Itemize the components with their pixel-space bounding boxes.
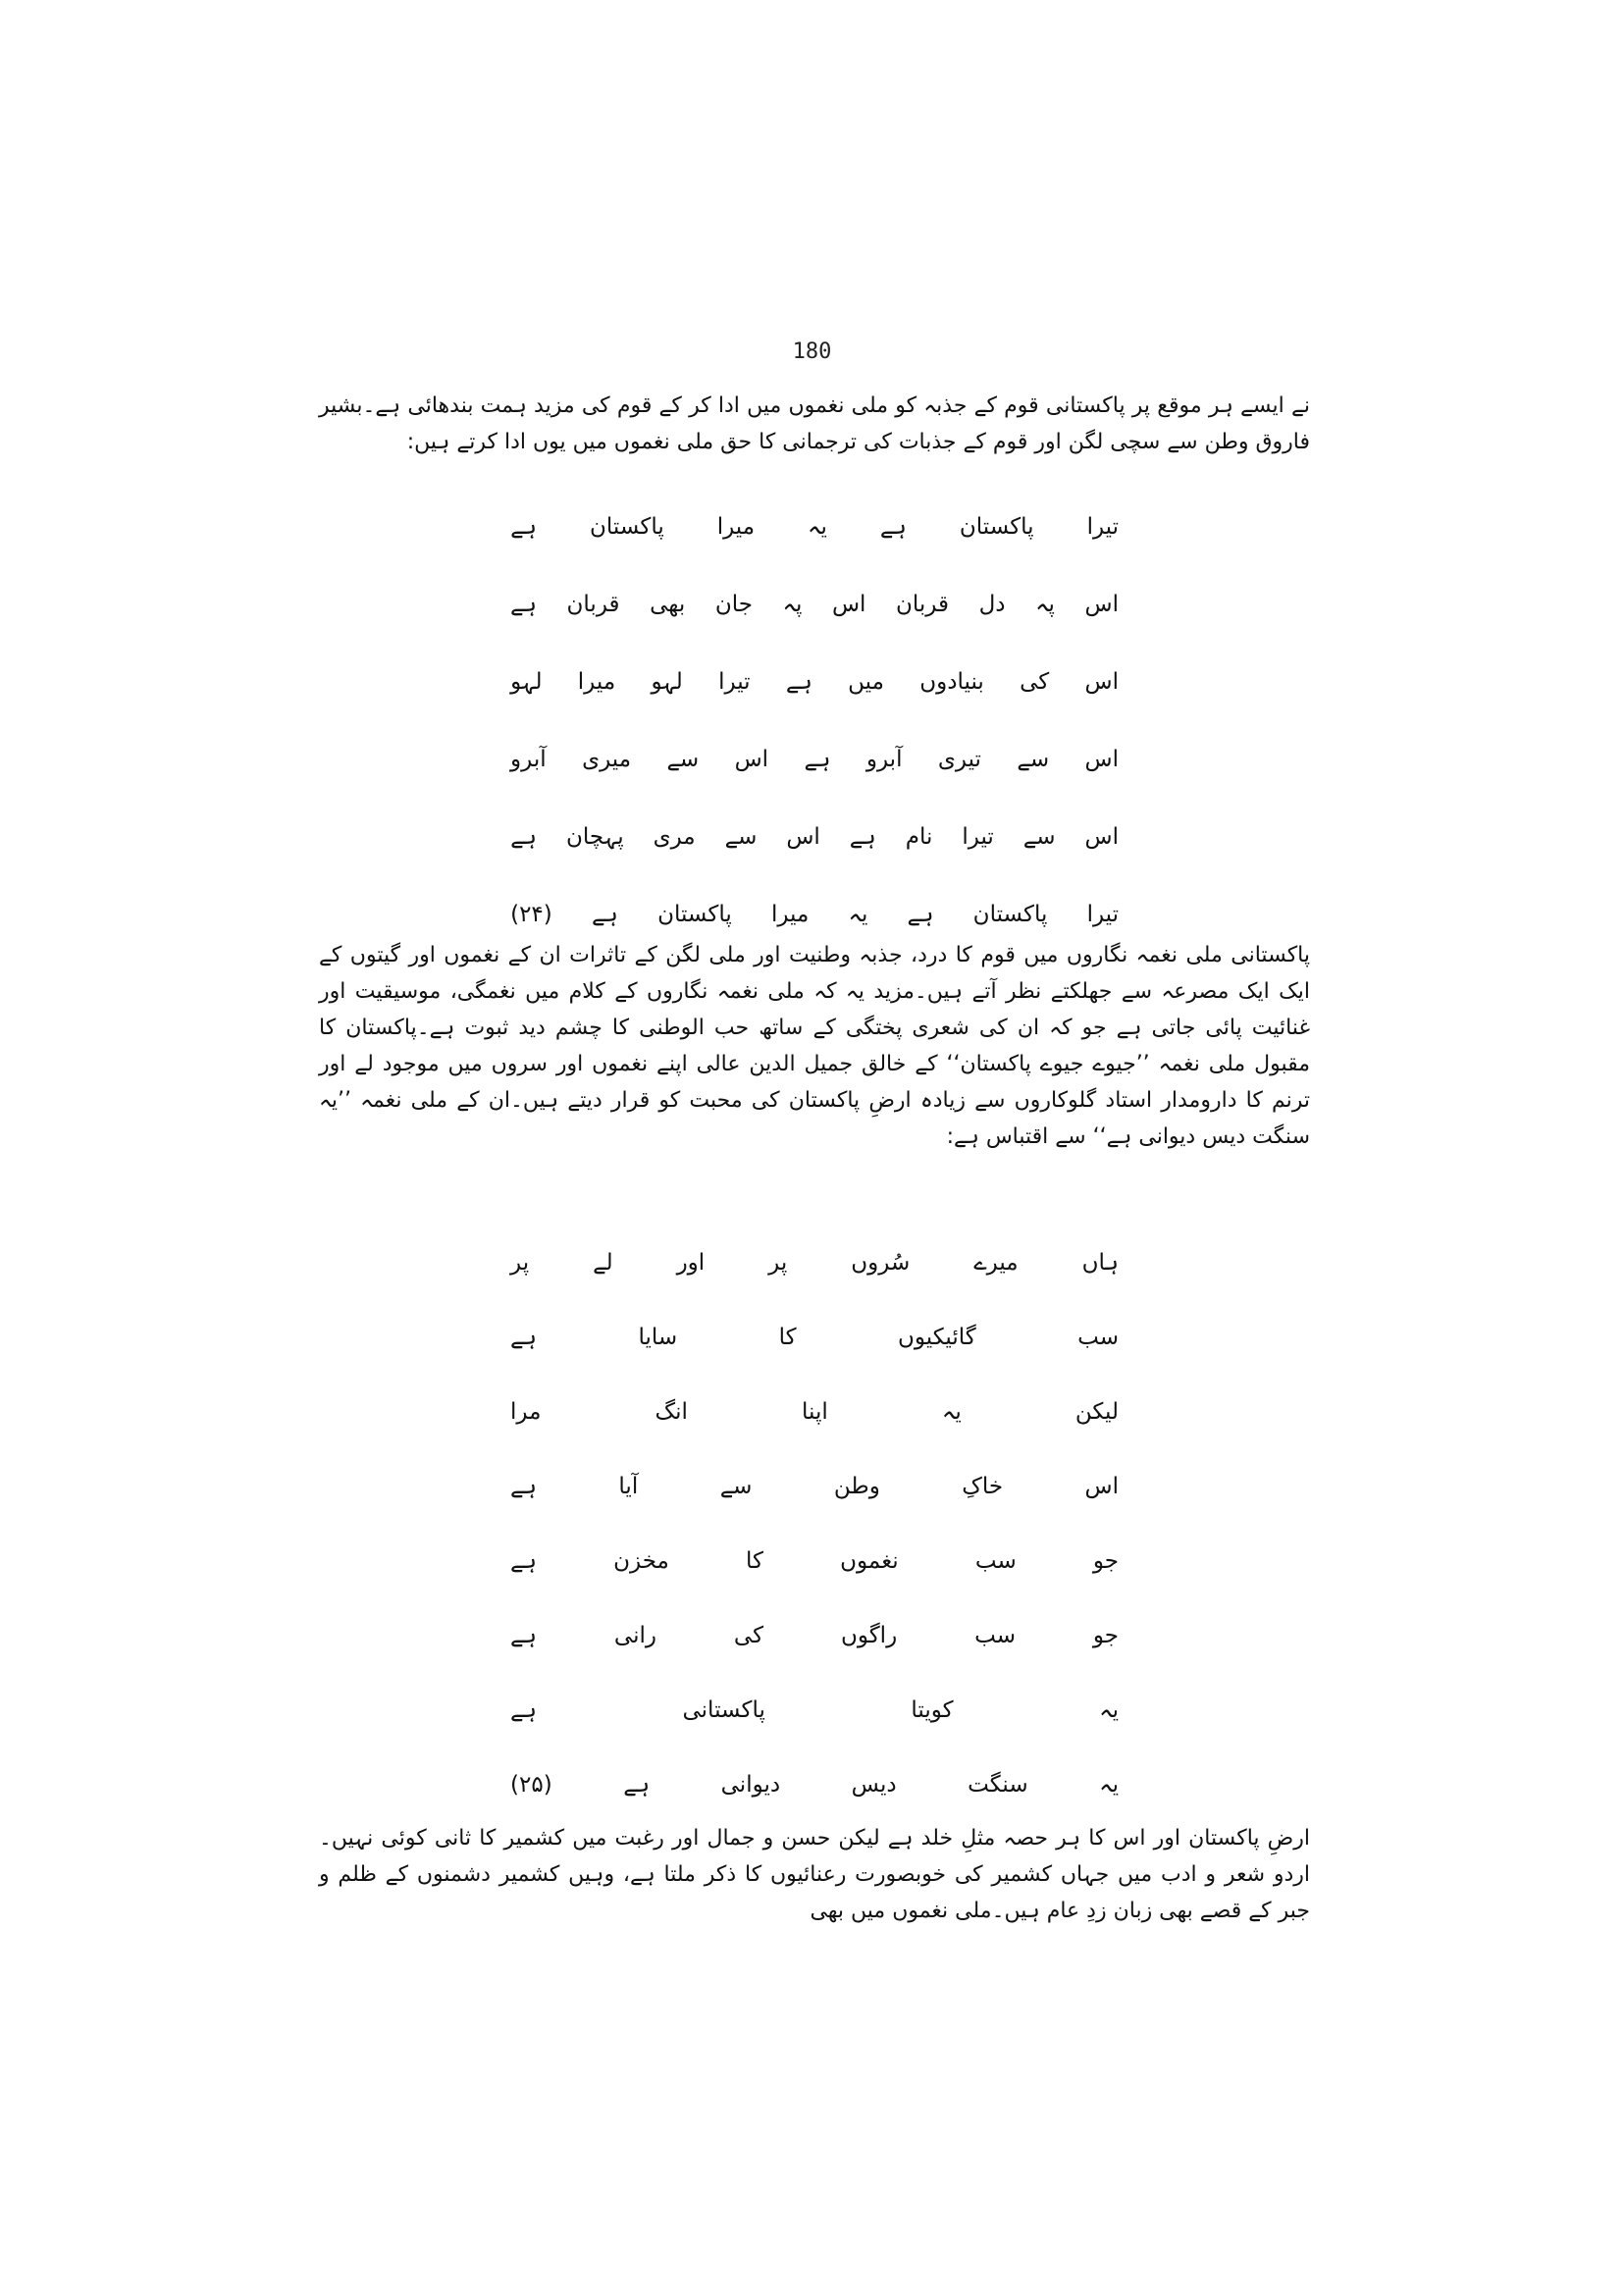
verse-word: پاکستان (959, 514, 1034, 540)
verse-word: پہ (782, 592, 803, 617)
verse-word: ہے (510, 1548, 537, 1574)
verse-word: اس (786, 824, 820, 850)
verse-word: میں (848, 669, 884, 695)
verse-line (510, 1321, 1119, 1354)
verse-word: میرا (577, 669, 616, 695)
verse-word: میرے (973, 1250, 1019, 1276)
footnote-reference: (۲۴) (510, 902, 552, 927)
verse-word: قربان (566, 592, 620, 617)
verse-word: پر (768, 1250, 788, 1276)
verse-word: کی (1020, 669, 1050, 695)
verse-word: جان (714, 592, 753, 617)
verse-word: پر (510, 1250, 530, 1276)
verse-word: ہے (510, 514, 538, 540)
verse-word: ہے (510, 592, 537, 617)
verse-word: تیرا (718, 669, 751, 695)
verse-word: سے (1022, 824, 1056, 850)
verse-word: قربان (896, 592, 949, 617)
paragraph-intro: نے ایسے ہر موقع پر پاکستانی قوم کے جذبہ کو ملی نغموں میں ادا کر کے قوم کی مزید ہمت بندھائی ہے۔بشیر فاروق وطن سے سچی لگن اور قوم کے جذبات کی ترجمانی کا حق ملی نغموں میں یوں ادا کرتے ہیں: (319, 393, 1310, 454)
verse-word: جو (1092, 1623, 1119, 1648)
verse-word: پہچان (566, 824, 624, 850)
verse-word: کویتا (911, 1697, 954, 1723)
paragraph-commentary: پاکستانی ملی نغمہ نگاروں میں قوم کا درد، جذبہ وطنیت اور ملی لگن کے تاثرات ان کے نغموں اور گیتوں کے ایک ایک مصرعہ سے جھلکتے نظر آتے ہیں۔مزید یہ کہ ملی نغمہ نگاروں کے کلام میں نغمگی، موسیقیت اور غنائیت پائی جاتی ہے جو کہ ان کی شعری پختگی کے ساتھ حب الوطنی کا چشم دید ثبوت ہے۔پاکستان کا مقبول ملی نغمہ ’’جیوے جیوے پاکستان‘‘ کے خالق جمیل الدین عالی اپنے نغموں اور سروں میں موجود لے اور ترنم کا دارومدار استاد گلوکاروں سے زیادہ ارضِ پاکستان کی محبت کو قرار دیتے ہیں۔ان کے ملی نغمہ ’’یہ سنگت دیس دیوانی ہے‘‘ سے اقتباس ہے: (319, 943, 1310, 1149)
verse-word: لیکن (1074, 1399, 1119, 1425)
verse-word: سنگت (968, 1772, 1028, 1798)
verse-word: دیوانی (720, 1772, 781, 1798)
verse-word: لے (593, 1250, 613, 1276)
verse-line (510, 665, 1119, 699)
verse-word: یہ (808, 514, 827, 540)
verse-line (510, 820, 1119, 854)
verse-word: میرا (716, 514, 756, 540)
verse-block-1 (510, 510, 1119, 975)
verse-word: ہے (623, 1772, 651, 1798)
verse-line (510, 1246, 1119, 1279)
verse-word: ہاں (1081, 1250, 1119, 1276)
verse-word: راگوں (840, 1623, 898, 1648)
verse-word: سے (666, 747, 700, 772)
verse-line (510, 510, 1119, 544)
verse-word: ہے (879, 514, 907, 540)
verse-word: مخزن (613, 1548, 669, 1574)
verse-word: گائیکیوں (897, 1325, 976, 1350)
verse-word: ہے (510, 1623, 537, 1648)
verse-word: وطن (833, 1474, 880, 1499)
verse-word: ہے (849, 824, 876, 850)
verse-word: یہ (941, 1399, 962, 1425)
verse-word: سایا (638, 1325, 678, 1350)
verse-line (510, 743, 1119, 776)
verse-word: میرا (770, 902, 810, 927)
paragraph-kashmir: ارضِ پاکستان اور اس کا ہر حصہ مثلِ خلد ہے لیکن حسن و جمال اور رغبت میں کشمیر کا ثانی کوئی نہیں۔اردو شعر و ادب میں جہاں کشمیر کی خوبصورت رعنائیوں کا ذکر ملتا ہے، وہیں کشمیر دشمنوں کے ظلم و جبر کے قصے بھی زبان زدِ عام ہیں۔ملی نغموں میں بھی (319, 1826, 1310, 1923)
verse-word: اس (1084, 1474, 1119, 1499)
verse-word: پہ (1035, 592, 1055, 617)
verse-word: ہے (785, 669, 812, 695)
footnote-reference: (۲۵) (510, 1772, 552, 1798)
verse-word: ہے (804, 747, 831, 772)
verse-word: آبرو (865, 747, 903, 772)
verse-line (510, 588, 1119, 621)
verse-word: یہ (1099, 1697, 1119, 1723)
verse-word: آبرو (510, 747, 547, 772)
verse-word: کا (778, 1325, 797, 1350)
verse-word: ہے (510, 824, 538, 850)
verse-word: پاکستان (972, 902, 1048, 927)
verse-word: ہے (510, 1697, 537, 1723)
verse-word: میری (582, 747, 632, 772)
verse-word: ہے (510, 1325, 537, 1350)
verse-word: اس (1084, 669, 1119, 695)
verse-word: ہے (510, 1474, 537, 1499)
verse-word: سے (719, 1474, 753, 1499)
verse-block-2 (510, 1246, 1119, 1843)
verse-word: تیرا (962, 824, 994, 850)
verse-word: انگ (655, 1399, 688, 1425)
verse-word: پاکستان (590, 514, 664, 540)
verse-word: سب (974, 1548, 1017, 1574)
verse-word: تیرا (1086, 514, 1119, 540)
verse-word: لہو (510, 669, 543, 695)
verse-word: مری (653, 824, 696, 850)
verse-word: آیا (618, 1474, 639, 1499)
verse-word: اس (1084, 592, 1119, 617)
verse-word: ہے (907, 902, 934, 927)
verse-word: جو (1092, 1548, 1119, 1574)
verse-word: اس (1084, 747, 1119, 772)
verse-word: کی (733, 1623, 764, 1648)
verse-word: دیس (851, 1772, 897, 1798)
verse-word: سے (724, 824, 758, 850)
verse-line (510, 898, 1119, 931)
verse-word: اپنا (802, 1399, 828, 1425)
verse-line (510, 1694, 1119, 1727)
verse-word: بنیادوں (919, 669, 984, 695)
verse-line (510, 1619, 1119, 1652)
verse-word: لہو (651, 669, 683, 695)
verse-word: سب (1077, 1325, 1119, 1350)
verse-word: تیرا (1086, 902, 1119, 927)
verse-line (510, 1395, 1119, 1429)
verse-word: خاکِ (962, 1474, 1004, 1499)
verse-word: پاکستانی (682, 1697, 765, 1723)
verse-word: پاکستان (657, 902, 732, 927)
verse-word: یہ (848, 902, 868, 927)
verse-word: نغموں (840, 1548, 899, 1574)
verse-word: دل (978, 592, 1006, 617)
verse-word: ہے (591, 902, 618, 927)
verse-line (510, 1768, 1119, 1801)
verse-word: اس (734, 747, 769, 772)
verse-word: مرا (510, 1399, 542, 1425)
page-number: 180 (792, 339, 832, 364)
verse-word: اس (1084, 824, 1119, 850)
verse-word: اس (831, 592, 866, 617)
verse-line (510, 1470, 1119, 1503)
verse-word: کا (746, 1548, 763, 1574)
verse-word: یہ (1099, 1772, 1119, 1798)
verse-word: اور (676, 1250, 706, 1276)
verse-word: نام (905, 824, 933, 850)
verse-word: سب (974, 1623, 1016, 1648)
verse-word: تیری (937, 747, 981, 772)
verse-line (510, 1544, 1119, 1578)
verse-word: سُروں (851, 1250, 911, 1276)
verse-word: بھی (650, 592, 686, 617)
verse-word: سے (1017, 747, 1050, 772)
verse-word: رانی (613, 1623, 656, 1648)
